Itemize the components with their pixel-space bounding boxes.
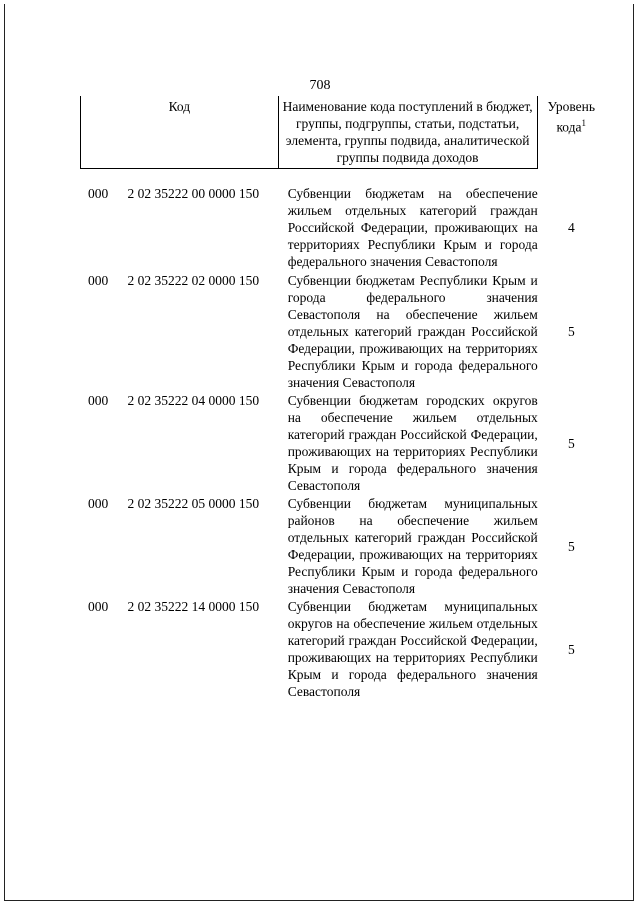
header-level [537,96,605,169]
table-row [80,185,605,270]
row-admin-code: 000 [88,393,109,408]
row-code: 2 02 35222 14 0000 150 [127,599,260,614]
table-row [80,598,605,700]
row-name: Субвенции бюджетам муниципальных районов на обеспечение жильем отдельных категорий граждан Российской Федерации, проживающих на территориях Республики Крым и города федерального значения Севастополя [287,496,538,596]
row-level: 5 [568,641,575,657]
row-name: Субвенции бюджетам городских округов на обеспечение жильем отдельных категорий граждан Российской Федерации, проживающих на территориях Республики Крым и города федерального значения Севастополя [287,393,538,493]
row-level: 4 [568,220,575,235]
row-admin-code: 000 [88,273,109,288]
row-level: 5 [568,538,575,554]
row-name: Субвенции бюджетам на обеспечение жильем отдельных категорий граждан Российской Федерации, проживающих на территориях Республики Крым и города федерального значения Севастополя [287,186,538,269]
row-name: Субвенции бюджетам муниципальных округов на обеспечение жильем отдельных категорий граждан Российской Федерации, проживающих на территориях Республики Крым и города федерального значения Севастополя [287,599,538,699]
row-code: 2 02 35222 05 0000 150 [127,496,260,511]
table-row [80,272,605,391]
row-code: 2 02 35222 04 0000 150 [127,393,260,408]
page-number: 708 [309,78,331,93]
table-row [80,495,605,597]
row-code: 2 02 35222 02 0000 150 [127,273,260,288]
table-body [80,185,605,700]
row-admin-code: 000 [88,186,109,201]
row-code: 2 02 35222 00 0000 150 [127,186,260,201]
row-admin-code: 000 [88,599,109,614]
row-level: 5 [568,435,575,451]
table-row [80,392,605,494]
row-name: Субвенции бюджетам Республики Крым и города федерального значения Севастополя на обеспечение жильем отдельных категорий граждан Российской Федерации, проживающих на территориях Республики Крым и города федерального значения Севастополя [287,273,538,390]
table-header [80,96,605,169]
row-level: 5 [568,324,575,339]
header-name: Наименование кода поступлений в бюджет, группы, подгруппы, статьи, подстатьи, элемента, группы подвида, аналитической группы подвида доходов [278,96,537,169]
row-admin-code: 000 [88,496,109,511]
header-code: Код [81,96,279,169]
header-level-label: Уровень кода [547,99,596,135]
header-level-footnote: 1 [581,118,587,128]
